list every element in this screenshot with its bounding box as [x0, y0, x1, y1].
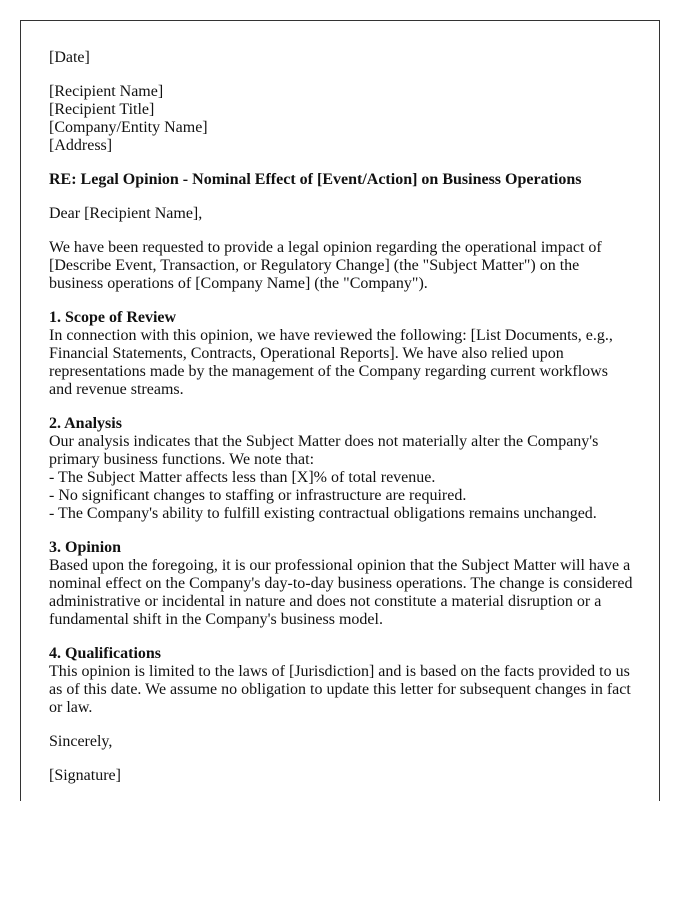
recipient-title: [Recipient Title] — [49, 101, 155, 118]
section-qualifications — [49, 645, 631, 717]
section-line: Financial Statements, Contracts, Operational Reports]. We have also relied upon — [49, 345, 564, 362]
closing — [49, 733, 631, 751]
intro-paragraph — [49, 239, 631, 293]
date-text: [Date] — [49, 49, 90, 66]
letter-page — [20, 20, 660, 801]
section-heading: 3. Opinion — [49, 539, 122, 556]
salutation — [49, 205, 631, 223]
subject-line — [49, 171, 631, 189]
section-heading: 4. Qualifications — [49, 645, 162, 662]
section-opinion — [49, 539, 631, 629]
recipient-address: [Address] — [49, 137, 113, 154]
section-analysis — [49, 415, 631, 523]
section-line: primary business functions. We note that: — [49, 451, 315, 468]
closing-text: Sincerely, — [49, 733, 113, 750]
recipient-company: [Company/Entity Name] — [49, 119, 208, 136]
subject-text: RE: Legal Opinion - Nominal Effect of [Event/Action] on Business Operations — [49, 171, 582, 188]
signature — [49, 767, 631, 785]
section-heading: 2. Analysis — [49, 415, 122, 432]
recipient-name: [Recipient Name] — [49, 83, 164, 100]
bullet-item: - The Company's ability to fulfill existing contractual obligations remains unchanged. — [49, 505, 597, 522]
bullet-item: - No significant changes to staffing or infrastructure are required. — [49, 487, 467, 504]
section-line: and revenue streams. — [49, 381, 184, 398]
section-scope-of-review — [49, 309, 631, 399]
section-line: This opinion is limited to the laws of [Jurisdiction] and is based on the facts provided to us — [49, 663, 630, 680]
section-line: representations made by the management of the Company regarding current workflows — [49, 363, 608, 380]
section-line: Based upon the foregoing, it is our professional opinion that the Subject Matter will have a — [49, 557, 631, 574]
bullet-item: - The Subject Matter affects less than [X]% of total revenue. — [49, 469, 436, 486]
section-line: In connection with this opinion, we have reviewed the following: [List Documents, e.g., — [49, 327, 613, 344]
date — [49, 49, 631, 67]
section-line: as of this date. We assume no obligation to update this letter for subsequent changes in fact — [49, 681, 631, 698]
section-line: administrative or incidental in nature and does not constitute a material disruption or a — [49, 593, 602, 610]
section-line: fundamental shift in the Company's business model. — [49, 611, 383, 628]
intro-line: [Describe Event, Transaction, or Regulatory Change] (the "Subject Matter") on the — [49, 257, 580, 274]
section-line: nominal effect on the Company's day-to-day business operations. The change is considered — [49, 575, 633, 592]
intro-line: business operations of [Company Name] (the "Company"). — [49, 275, 428, 292]
signature-text: [Signature] — [49, 767, 121, 784]
section-line: Our analysis indicates that the Subject Matter does not materially alter the Company's — [49, 433, 599, 450]
section-heading: 1. Scope of Review — [49, 309, 177, 326]
intro-line: We have been requested to provide a legal opinion regarding the operational impact of — [49, 239, 602, 256]
recipient-block — [49, 83, 631, 155]
salutation-text: Dear [Recipient Name], — [49, 205, 203, 222]
section-line: or law. — [49, 699, 93, 716]
